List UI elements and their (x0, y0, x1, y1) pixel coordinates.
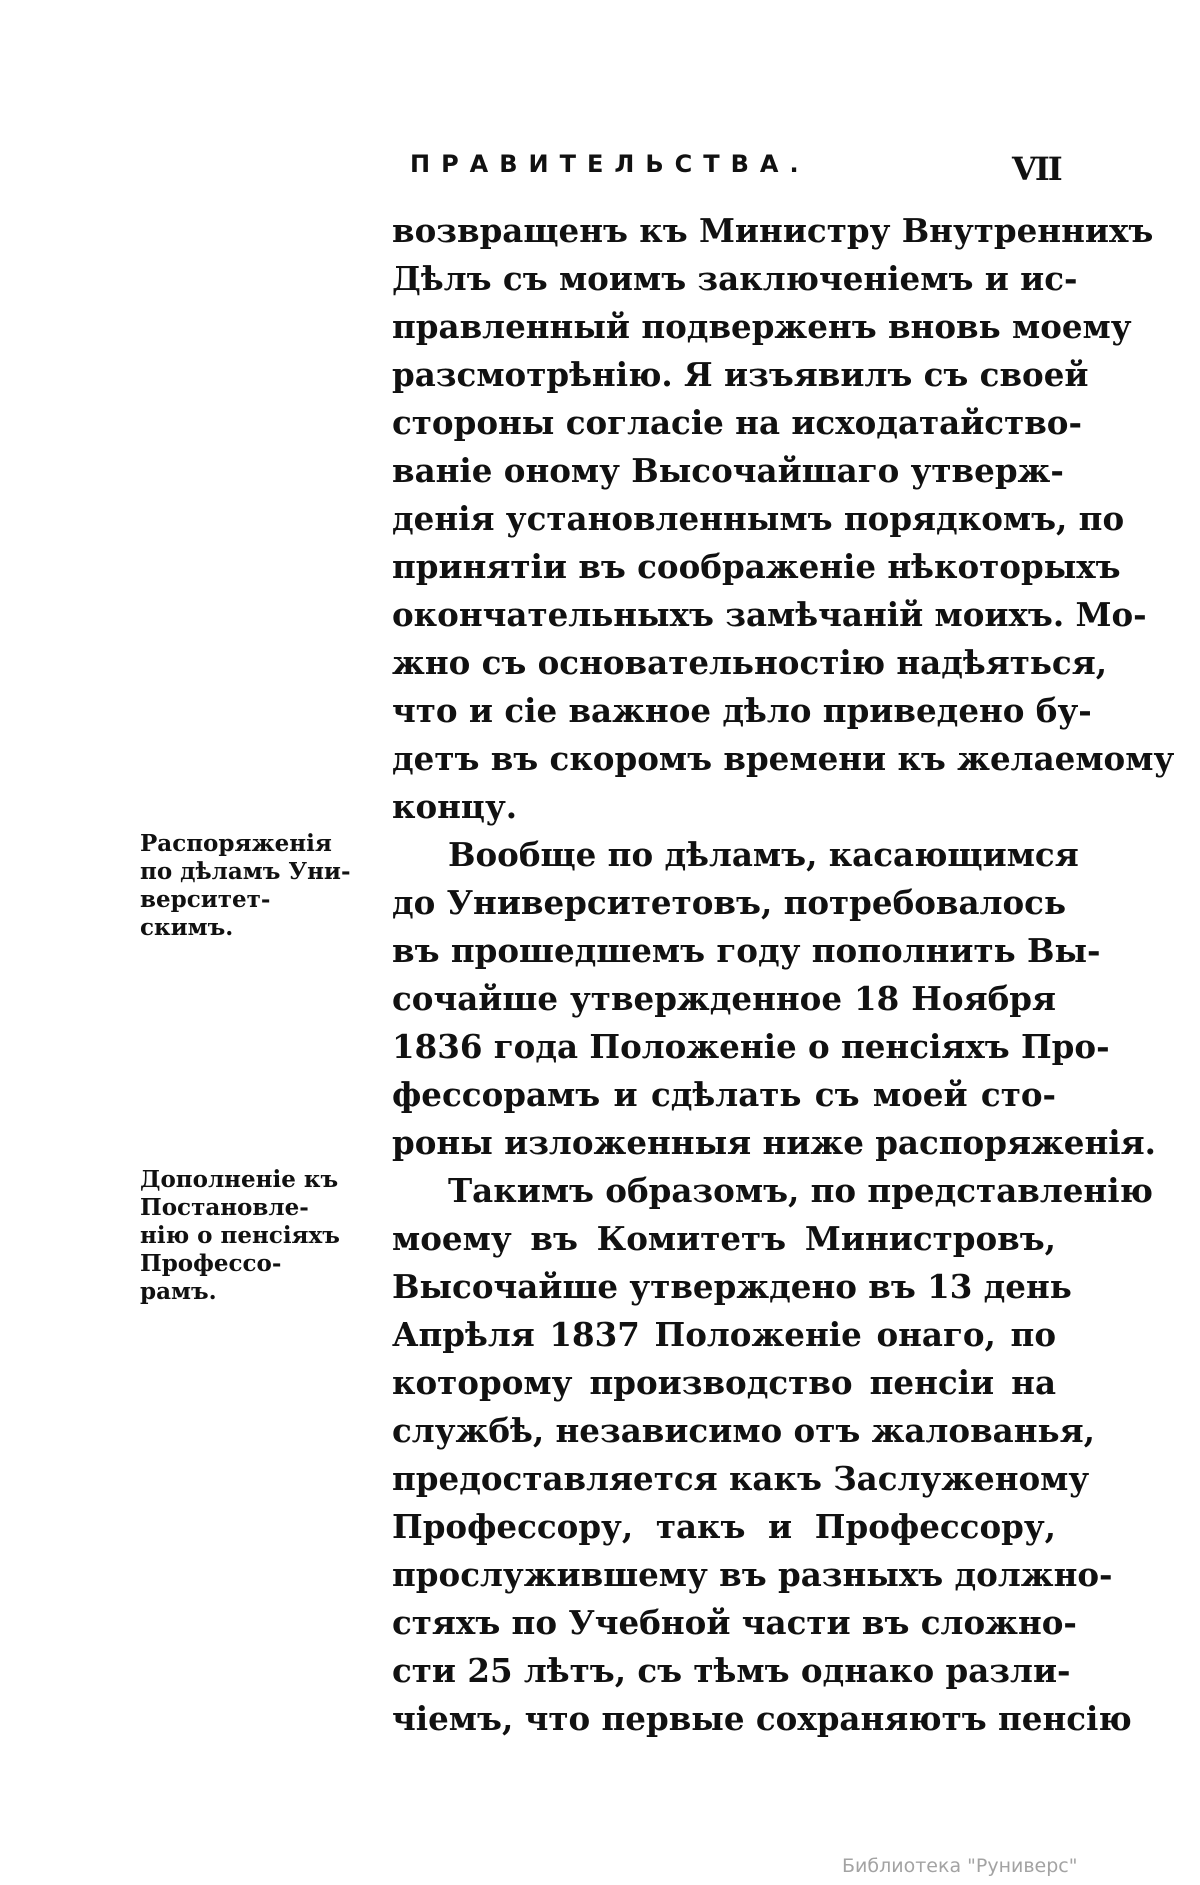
text-line: окончательныхъ замѣчаній моихъ. Мо- (392, 595, 1147, 634)
text-line: сочайше утвержденное 18 Ноября (392, 979, 1056, 1018)
text-line: стороны согласіе на исходатайство- (392, 403, 1082, 442)
margin-note-line: рамъ. (140, 1278, 217, 1305)
text-line: что и сіе важное дѣло приведено бу- (392, 691, 1092, 730)
text-line: стяхъ по Учебной части въ сложно- (392, 1603, 1077, 1642)
margin-note-line: Распоряженія (140, 830, 332, 857)
running-title: ПРАВИТЕЛЬСТВА. (410, 150, 810, 178)
margin-note-line: Постановле- (140, 1194, 309, 1221)
text-line: правленный подверженъ вновь моему (392, 307, 1132, 346)
text-line: возвращенъ къ Министру Внутреннихъ (392, 211, 1154, 250)
text-line: чіемъ, что первые сохраняютъ пенсію (392, 1699, 1132, 1738)
text-line: прослужившему въ разныхъ должно- (392, 1555, 1113, 1594)
text-line: Апрѣля 1837 Положеніе онаго, по (392, 1315, 1056, 1354)
text-line: въ прошедшемъ году пополнить Вы- (392, 931, 1101, 970)
text-line: разсмотрѣнію. Я изъявилъ съ своей (392, 355, 1089, 394)
text-line: 1836 года Положеніе о пенсіяхъ Про- (392, 1027, 1110, 1066)
text-line: предоставляется какъ Заслуженому (392, 1459, 1090, 1498)
text-line: которому производство пенсіи на (392, 1363, 1056, 1402)
text-line: принятіи въ соображеніе нѣкоторыхъ (392, 547, 1121, 586)
margin-note-line: верситет- (140, 886, 271, 913)
text-line: денія установленнымъ порядкомъ, по (392, 499, 1125, 538)
text-line: роны изложенныя ниже распоряженія. (392, 1123, 1156, 1162)
text-line: Вообще по дѣламъ, касающимся (448, 835, 1079, 874)
text-line: ваніе оному Высочайшаго утверж- (392, 451, 1064, 490)
text-line: фессорамъ и сдѣлать съ моей сто- (392, 1075, 1056, 1114)
text-line: до Университетовъ, потребовалось (392, 883, 1067, 922)
margin-note-line: скимъ. (140, 914, 234, 941)
text-line: службѣ, независимо отъ жалованья, (392, 1411, 1095, 1450)
library-watermark: Библиотека "Руниверс" (842, 1855, 1078, 1877)
text-line: Такимъ образомъ, по представленію (448, 1171, 1153, 1210)
margin-note-line: по дѣламъ Уни- (140, 858, 351, 885)
margin-note-line: Дополненіе къ (140, 1166, 339, 1193)
text-line: Высочайше утверждено въ 13 день (392, 1267, 1072, 1306)
text-line: моему въ Комитетъ Министровъ, (392, 1219, 1056, 1258)
text-line: концу. (392, 787, 518, 826)
margin-note-line: нію о пенсіяхъ (140, 1222, 340, 1249)
text-line: Дѣлъ съ моимъ заключеніемъ и ис- (392, 259, 1078, 298)
text-line: Профессору, такъ и Профессору, (392, 1507, 1056, 1546)
margin-note-line: Профессо- (140, 1250, 282, 1277)
text-line: детъ въ скоромъ времени къ желаемому (392, 739, 1175, 778)
text-line: жно съ основательностію надѣяться, (392, 643, 1108, 682)
text-line: сти 25 лѣтъ, съ тѣмъ однако разли- (392, 1651, 1071, 1690)
page-number: VII (1012, 150, 1061, 188)
